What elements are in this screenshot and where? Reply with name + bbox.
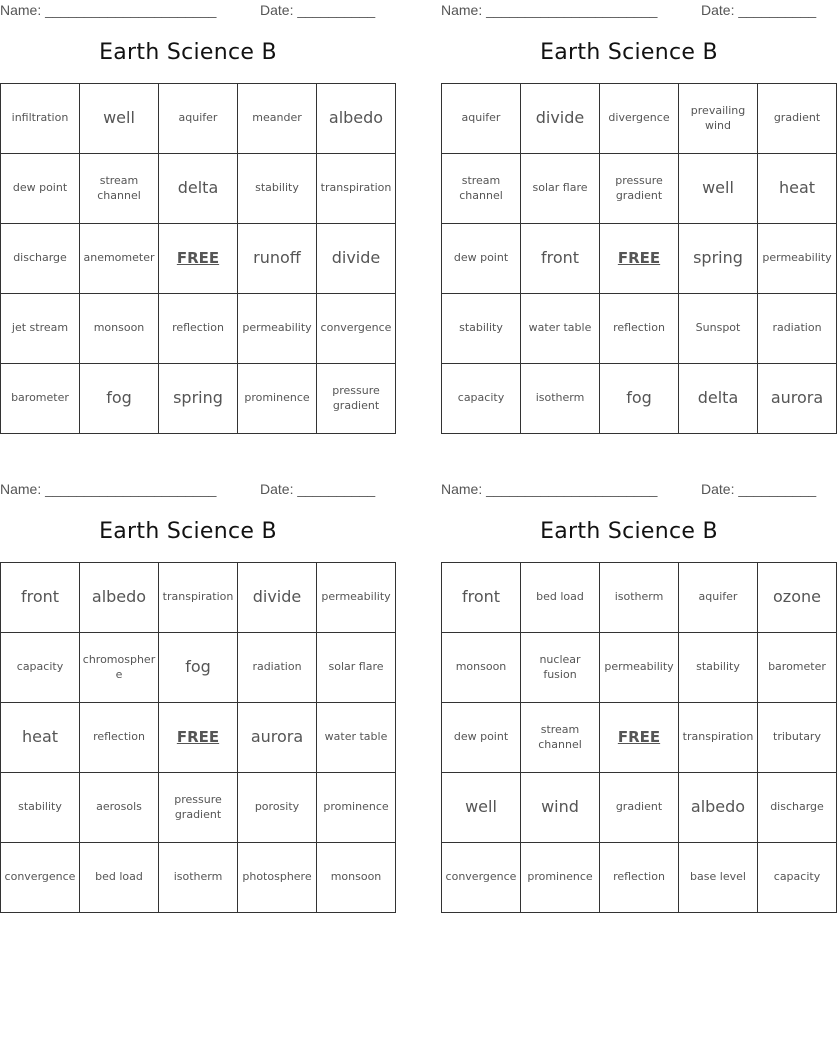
bingo-cell: dew point — [442, 224, 521, 294]
bingo-cell: water table — [521, 294, 600, 364]
bingo-cell: prevailing wind — [679, 84, 758, 154]
date-line: Date: __________ — [260, 481, 376, 497]
grid-row — [442, 84, 837, 154]
date-line: Date: __________ — [701, 481, 817, 497]
date-line: Date: __________ — [701, 2, 817, 18]
bingo-cell: water table — [317, 703, 396, 773]
bingo-cell: aquifer — [159, 84, 238, 154]
bingo-cell: convergence — [1, 843, 80, 913]
grid-row — [442, 633, 837, 703]
bingo-cell: prominence — [238, 364, 317, 434]
bingo-cell: meander — [238, 84, 317, 154]
bingo-cell: ozone — [758, 563, 837, 633]
free-space-cell: FREE — [159, 703, 238, 773]
bingo-cell: base level — [679, 843, 758, 913]
bingo-cell: aquifer — [679, 563, 758, 633]
bingo-cell: permeability — [758, 224, 837, 294]
bingo-cell: bed load — [80, 843, 159, 913]
grid-row — [442, 703, 837, 773]
bingo-cell: isotherm — [600, 563, 679, 633]
bingo-cell: transpiration — [679, 703, 758, 773]
bingo-cell: pressure gradient — [600, 154, 679, 224]
bingo-cell: transpiration — [317, 154, 396, 224]
bingo-card-4 — [441, 479, 826, 919]
bingo-cell: convergence — [442, 843, 521, 913]
bingo-cell: stability — [1, 773, 80, 843]
bingo-cell: front — [521, 224, 600, 294]
grid-row — [1, 84, 396, 154]
bingo-cell: front — [442, 563, 521, 633]
bingo-cell: divide — [521, 84, 600, 154]
bingo-cell: spring — [159, 364, 238, 434]
bingo-cell: anemometer — [80, 224, 159, 294]
bingo-cell: capacity — [1, 633, 80, 703]
bingo-cell: stability — [679, 633, 758, 703]
bingo-cell: dew point — [1, 154, 80, 224]
date-line: Date: __________ — [260, 2, 376, 18]
free-space-cell: FREE — [159, 224, 238, 294]
bingo-cell: spring — [679, 224, 758, 294]
grid-row — [442, 563, 837, 633]
grid-row — [1, 294, 396, 364]
bingo-cell: well — [679, 154, 758, 224]
bingo-cell: infiltration — [1, 84, 80, 154]
grid-row — [442, 843, 837, 913]
bingo-cell: aurora — [758, 364, 837, 434]
grid-row — [1, 154, 396, 224]
bingo-card-2 — [441, 0, 832, 440]
bingo-cell: isotherm — [159, 843, 238, 913]
bingo-cell: barometer — [1, 364, 80, 434]
bingo-cell: divergence — [600, 84, 679, 154]
bingo-cell: barometer — [758, 633, 837, 703]
bingo-cell: aerosols — [80, 773, 159, 843]
bingo-cell: discharge — [1, 224, 80, 294]
grid-row — [442, 154, 837, 224]
bingo-cell: solar flare — [521, 154, 600, 224]
bingo-cell: pressure gradient — [317, 364, 396, 434]
name-line: Name: ______________________ — [0, 481, 217, 497]
bingo-cell: isotherm — [521, 364, 600, 434]
bingo-cell: divide — [317, 224, 396, 294]
bingo-cell: prominence — [317, 773, 396, 843]
bingo-cell: fog — [159, 633, 238, 703]
bingo-cell: pressure gradient — [159, 773, 238, 843]
bingo-cell: bed load — [521, 563, 600, 633]
bingo-grid — [441, 562, 837, 913]
bingo-cell: heat — [1, 703, 80, 773]
bingo-cell: delta — [159, 154, 238, 224]
bingo-cell: albedo — [679, 773, 758, 843]
bingo-cell: convergence — [317, 294, 396, 364]
bingo-cell: runoff — [238, 224, 317, 294]
bingo-cell: aurora — [238, 703, 317, 773]
bingo-grid — [0, 562, 396, 913]
bingo-cell: stream channel — [442, 154, 521, 224]
card-title: Earth Science B — [99, 519, 277, 544]
bingo-cell: delta — [679, 364, 758, 434]
bingo-cell: stability — [238, 154, 317, 224]
bingo-cell: front — [1, 563, 80, 633]
bingo-cell: fog — [600, 364, 679, 434]
bingo-cell: reflection — [80, 703, 159, 773]
bingo-cell: reflection — [159, 294, 238, 364]
grid-row — [1, 633, 396, 703]
grid-row — [1, 773, 396, 843]
bingo-cell: capacity — [758, 843, 837, 913]
bingo-grid — [441, 83, 837, 434]
bingo-cell: jet stream — [1, 294, 80, 364]
bingo-cell: radiation — [758, 294, 837, 364]
bingo-cell: wind — [521, 773, 600, 843]
grid-row — [1, 563, 396, 633]
grid-row — [442, 364, 837, 434]
bingo-cell: dew point — [442, 703, 521, 773]
name-line: Name: ______________________ — [0, 2, 217, 18]
bingo-grid — [0, 83, 396, 434]
bingo-cell: tributary — [758, 703, 837, 773]
free-space-cell: FREE — [600, 224, 679, 294]
bingo-card-1 — [0, 0, 392, 440]
bingo-cell: aquifer — [442, 84, 521, 154]
grid-row — [1, 364, 396, 434]
bingo-card-3 — [0, 479, 391, 919]
card-title: Earth Science B — [540, 519, 718, 544]
bingo-cell: reflection — [600, 843, 679, 913]
bingo-cell: permeability — [317, 563, 396, 633]
bingo-cell: stability — [442, 294, 521, 364]
grid-row — [442, 773, 837, 843]
bingo-cell: nuclear fusion — [521, 633, 600, 703]
bingo-cell: stream channel — [80, 154, 159, 224]
bingo-cell: monsoon — [80, 294, 159, 364]
card-title: Earth Science B — [540, 40, 718, 65]
bingo-cell: gradient — [758, 84, 837, 154]
bingo-cell: solar flare — [317, 633, 396, 703]
bingo-cell: reflection — [600, 294, 679, 364]
bingo-cell: divide — [238, 563, 317, 633]
grid-row — [1, 224, 396, 294]
name-line: Name: ______________________ — [441, 481, 658, 497]
bingo-cell: capacity — [442, 364, 521, 434]
bingo-cell: albedo — [317, 84, 396, 154]
bingo-cell: permeability — [600, 633, 679, 703]
bingo-cell: porosity — [238, 773, 317, 843]
bingo-cell: albedo — [80, 563, 159, 633]
card-title: Earth Science B — [99, 40, 277, 65]
grid-row — [442, 224, 837, 294]
bingo-cell: radiation — [238, 633, 317, 703]
bingo-cell: stream channel — [521, 703, 600, 773]
name-line: Name: ______________________ — [441, 2, 658, 18]
bingo-cell: monsoon — [442, 633, 521, 703]
bingo-cell: heat — [758, 154, 837, 224]
grid-row — [1, 703, 396, 773]
bingo-cell: well — [80, 84, 159, 154]
bingo-cell: fog — [80, 364, 159, 434]
bingo-cell: Sunspot — [679, 294, 758, 364]
bingo-cell: permeability — [238, 294, 317, 364]
bingo-cell: discharge — [758, 773, 837, 843]
bingo-cell: transpiration — [159, 563, 238, 633]
bingo-cell: monsoon — [317, 843, 396, 913]
bingo-cell: chromosphere — [80, 633, 159, 703]
grid-row — [442, 294, 837, 364]
bingo-cell: photosphere — [238, 843, 317, 913]
bingo-cell: gradient — [600, 773, 679, 843]
bingo-cell: well — [442, 773, 521, 843]
grid-row — [1, 843, 396, 913]
bingo-cell: prominence — [521, 843, 600, 913]
free-space-cell: FREE — [600, 703, 679, 773]
